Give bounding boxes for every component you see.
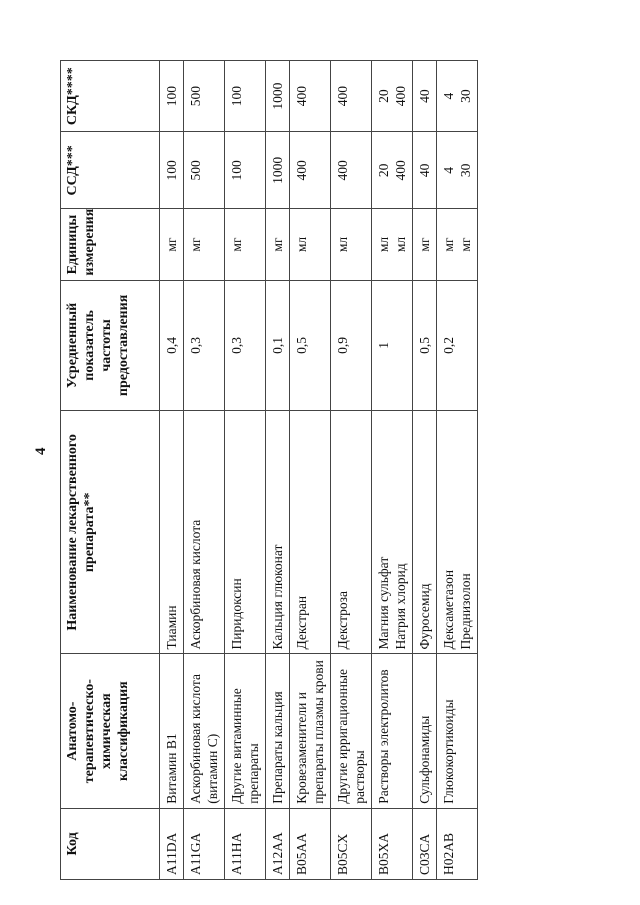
cell-name-line: Декстран	[294, 595, 309, 650]
table-row	[225, 61, 266, 880]
header-freq: Усредненный показатель частоты предоставления	[61, 280, 160, 411]
cell-ssd-line: 1000	[270, 156, 285, 184]
cell-atc: Витамин B1	[160, 654, 184, 808]
drug-table	[60, 60, 478, 880]
page-number: 4	[33, 447, 49, 455]
cell-freq: 0,2	[437, 280, 478, 411]
cell-atc: Аскорбиновая кислота (витамин С)	[184, 654, 225, 808]
cell-skd-line: 100	[229, 86, 244, 107]
header-ssd: ССД***	[61, 132, 160, 209]
cell-skd-line: 20	[376, 89, 391, 103]
cell-unit-line: мг	[417, 237, 432, 252]
cell-unit	[372, 209, 413, 280]
cell-ssd-line: 20	[376, 163, 391, 178]
cell-unit	[184, 209, 225, 280]
table-body	[160, 61, 478, 880]
cell-atc: Препараты кальция	[266, 654, 290, 808]
cell-name-line: Магния сульфат	[376, 556, 391, 650]
cell-atc: Сульфонамиды	[413, 654, 437, 808]
cell-name	[290, 411, 331, 654]
cell-skd-line: 500	[188, 86, 203, 107]
table-row	[266, 61, 290, 880]
cell-code: A11HA	[225, 808, 266, 879]
cell-skd-line: 400	[335, 86, 350, 107]
cell-unit-line: мл	[335, 236, 350, 253]
cell-ssd-line: 400	[393, 160, 408, 181]
cell-atc: Другие витаминные препараты	[225, 654, 266, 808]
cell-ssd-line: 500	[188, 160, 203, 181]
cell-name	[225, 411, 266, 654]
cell-ssd-line: 40	[417, 163, 432, 178]
cell-unit	[266, 209, 290, 280]
cell-skd-line: 30	[458, 89, 473, 103]
cell-ssd	[372, 132, 413, 209]
cell-unit-line: мг	[270, 237, 285, 252]
cell-skd-line: 400	[393, 86, 408, 107]
cell-ssd	[225, 132, 266, 209]
cell-name-line: Тиамин	[164, 605, 179, 650]
cell-skd	[413, 61, 437, 132]
cell-name-line: Пиридоксин	[229, 578, 244, 650]
cell-name-line: Фуросемид	[417, 583, 432, 650]
header-skd: СКД****	[61, 61, 160, 132]
cell-name-line: Кальция глюконат	[270, 544, 285, 650]
cell-atc: Другие ирригационные растворы	[331, 654, 372, 808]
cell-unit-line: мг	[188, 237, 203, 252]
cell-freq: 0,4	[160, 280, 184, 411]
table-row	[437, 61, 478, 880]
table-header	[61, 61, 160, 880]
cell-code: A12AA	[266, 808, 290, 879]
cell-ssd-line: 30	[458, 163, 473, 178]
table-row	[290, 61, 331, 880]
cell-code: C03CA	[413, 808, 437, 879]
cell-unit	[290, 209, 331, 280]
cell-name	[331, 411, 372, 654]
header-atc: Анатомо-терапевтическо-химическая классификация	[61, 654, 160, 808]
cell-code: H02AB	[437, 808, 478, 879]
cell-unit	[413, 209, 437, 280]
cell-name-line: Натрия хлорид	[393, 563, 408, 650]
cell-skd-line: 4	[441, 92, 456, 100]
cell-freq: 0,5	[413, 280, 437, 411]
cell-name	[160, 411, 184, 654]
cell-unit	[331, 209, 372, 280]
cell-name-line: Дексаметазон	[441, 569, 456, 650]
cell-unit	[225, 209, 266, 280]
cell-code: B05XA	[372, 808, 413, 879]
table-row	[331, 61, 372, 880]
table-row	[372, 61, 413, 880]
cell-skd	[160, 61, 184, 132]
cell-skd	[225, 61, 266, 132]
cell-skd	[331, 61, 372, 132]
cell-freq: 0,3	[225, 280, 266, 411]
cell-ssd-line: 400	[294, 160, 309, 181]
cell-ssd-line: 100	[229, 160, 244, 181]
cell-name	[413, 411, 437, 654]
cell-unit-line: мл	[393, 236, 408, 253]
cell-unit-line: мг	[229, 237, 244, 252]
cell-skd-line: 40	[417, 89, 432, 103]
header-unit: Единицы измерения	[61, 209, 160, 280]
cell-ssd	[437, 132, 478, 209]
cell-ssd	[160, 132, 184, 209]
cell-skd	[437, 61, 478, 132]
cell-code: B05CX	[331, 808, 372, 879]
cell-ssd-line: 400	[335, 160, 350, 181]
cell-ssd-line: 4	[441, 166, 456, 174]
cell-name	[437, 411, 478, 654]
cell-atc: Растворы электролитов	[372, 654, 413, 808]
cell-unit	[437, 209, 478, 280]
cell-freq: 0,3	[184, 280, 225, 411]
cell-atc: Кровезаменители и препараты плазмы крови	[290, 654, 331, 808]
table-row	[160, 61, 184, 880]
header-code: Код	[61, 808, 160, 879]
rotated-table-container	[60, 60, 600, 880]
table-row	[413, 61, 437, 880]
cell-freq: 0,9	[331, 280, 372, 411]
cell-skd-line: 100	[164, 86, 179, 107]
cell-skd	[372, 61, 413, 132]
cell-unit	[160, 209, 184, 280]
cell-code: B05AA	[290, 808, 331, 879]
cell-unit-line: мг	[441, 237, 456, 252]
cell-unit-line: мл	[376, 236, 391, 253]
cell-unit-line: мг	[164, 237, 179, 252]
cell-name-line: Декстроза	[335, 591, 350, 650]
cell-ssd-line: 100	[164, 160, 179, 181]
cell-code: A11DA	[160, 808, 184, 879]
cell-skd	[290, 61, 331, 132]
cell-name-line: Аскорбиновая кислота	[188, 519, 203, 650]
cell-skd-line: 1000	[270, 82, 285, 110]
cell-unit-line: мг	[458, 237, 473, 252]
cell-name	[372, 411, 413, 654]
cell-freq: 0,1	[266, 280, 290, 411]
cell-unit-line: мл	[294, 236, 309, 253]
cell-ssd	[290, 132, 331, 209]
header-name: Наименование лекарственного препарата**	[61, 411, 160, 654]
cell-ssd	[413, 132, 437, 209]
cell-ssd	[331, 132, 372, 209]
cell-ssd	[266, 132, 290, 209]
cell-skd-line: 400	[294, 86, 309, 107]
cell-ssd	[184, 132, 225, 209]
cell-atc: Глюкокортикоиды	[437, 654, 478, 808]
cell-name	[184, 411, 225, 654]
cell-name	[266, 411, 290, 654]
cell-freq: 0,5	[290, 280, 331, 411]
cell-name-line: Преднизолон	[458, 573, 473, 650]
cell-skd	[266, 61, 290, 132]
cell-freq: 1	[372, 280, 413, 411]
cell-skd	[184, 61, 225, 132]
table-row	[184, 61, 225, 880]
cell-code: A11GA	[184, 808, 225, 879]
